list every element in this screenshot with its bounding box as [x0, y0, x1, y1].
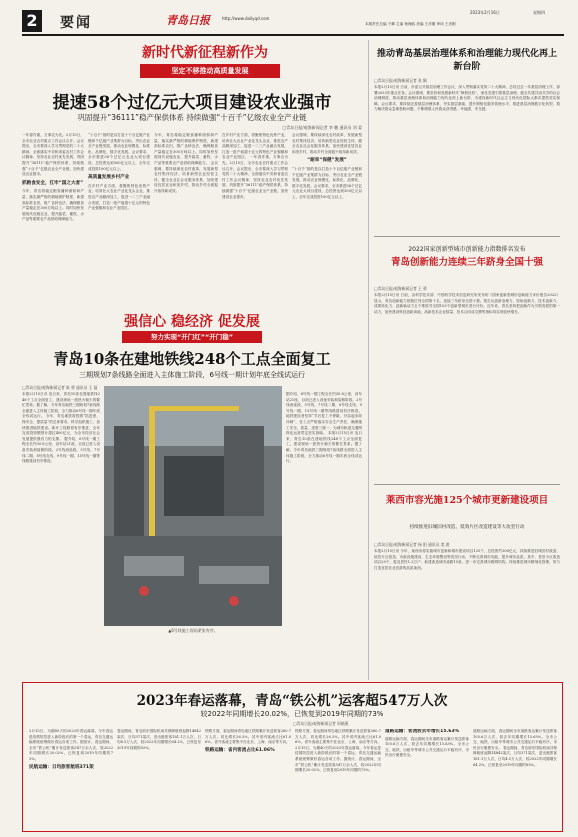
side-governance-body: 本报2月15日讯 日前，市委召开基层治理工作会议，深入贯彻落实党的二十大精神，总结过去一年基层治理工作，部署2023年重点任务。会议强调，要坚持和发展新时代“枫桥经验”，深化党建引领基层治理，健全共建共治共享的社会治理制度，推动基层治理体系和治理能力现代化再上新台阶，为建设新时代社会主义现代化国际大都市提供坚实保障。会议要求，要持续完善基层治理体系，夯实基层基础，提升网格化服务管理水平，推进基层治理数字化转型，着力解决群众急难愁盼问题，不断增强人民群众获得感、幸福感、安全感。 — [374, 85, 560, 112]
article-agri-para: “十百千”指的是以打造十个百亿级产业链和千亿级产业集群为目标，突出农业全产业链发展，推动农业规模化、标准化、品牌化、数字化发展。会议要求，全市推进58个过亿元农业大项目建设，总投资达到300亿元以上，全年完成投资100亿元以上。 — [292, 166, 362, 199]
article-spring-subheading-2: 铁路运输：省内客流占比61.06% — [205, 747, 275, 753]
side-innovation-kicker: 2022国家创新型城市创新能力指数排名发布 — [408, 246, 526, 253]
metro-photo-illustration — [104, 386, 282, 636]
article-agri-subheading-2: “耐旱“保健”发展” — [307, 158, 347, 164]
website-url: http://www.dailyqd.com — [222, 16, 270, 21]
article-spring-para: 春运期间，青岛胶东国际机场共保障航班起降14842架次，日均371架次，进出港旅客181.1万人次，日均4.5万人次，较2022年同期增长64.2%，已恢复至2019年同期的83%。 — [117, 729, 201, 750]
article-spring-col6 — [473, 729, 557, 829]
banner-title: 新时代新征程新作为 — [142, 45, 268, 61]
article-spring-col4 — [295, 729, 381, 829]
header-rule — [22, 34, 564, 36]
article-spring-byline: □青岛日报/观海新闻记者 周晓燕 — [293, 721, 349, 726]
article-agri-para: 会议强调，要持续深化农村改革，发展新型农村集体经济，培育新型农业经营主体，健全农业社会化服务体系，加快建设宜居宜业和美乡村，推动乡村全面振兴取得新成效。 — [292, 133, 362, 154]
article-metro-col1 — [22, 392, 100, 632]
side-laixi-byline: □青岛日报/观海新闻记者 杨 阳 通讯员 栾 波 — [374, 542, 450, 547]
side-governance-byline: □青岛日报/观海新闻记者 张 颖 — [374, 78, 427, 83]
side-rule — [374, 236, 560, 237]
section-title: 要闻 — [60, 15, 92, 31]
side-governance — [374, 42, 560, 232]
article-spring-subhead: 较2022年同期增长20.02%，已恢复到2019年同期的73% — [200, 710, 384, 718]
page-header — [0, 0, 578, 40]
banner-new-era — [100, 42, 310, 82]
article-spring-para: 2月15日，为期40天的2023年春运落幕。今年春运是疫情防控进入新阶段后的第一个春运，青岛交通运输系统统筹做好春运各项工作。据统计，春运期间，全市“铁公机”累计发送旅客547万余人次，较2022年同期增长20.02%，已恢复到2019年同期的73%。 — [29, 729, 113, 761]
article-agri-col1 — [22, 133, 84, 303]
article-agri-col3 — [154, 133, 218, 303]
article-spring-para: 道路运输方面，春运期间全市道路客运累计发送旅客105.6万人次，较去年同期增长15.63%。全市公交、地铁、出租车等城市公共交通运行平稳有序，市民出行便捷安全。 — [385, 736, 469, 758]
side-laixi-headline: 莱西市容光施125个城市更新建设项目 — [385, 495, 549, 506]
side-governance-headline: 推动青岛基层治理体系和治理能力现代化再上新台阶 — [376, 49, 557, 72]
side-laixi — [374, 488, 560, 678]
article-metro-col3 — [286, 392, 362, 632]
article-agri-para: 今年，青岛将稳定粮食播种面积和产量，落实最严格的耕地保护制度，新建高标准农田，推广良种良法，确保粮食产量稳定在300万吨以上。同时加快发展现代设施农业，提升蔬菜、畜牧、水产品等重要农产品供给保障能力。 — [154, 133, 218, 165]
article-spring-col1 — [29, 729, 113, 829]
side-innovation-body: 本报2月15日讯 日前，由科学技术部、中国科学技术信息研究所发布的《国家创新型城市创新能力评价报告2022》显示，青岛创新能力指数位列全国第十名，连续三年跻身全国十强。报告从创新治理力、原始创新力、技术创新力、成果转化力、创新驱动力五个维度对全国103个创新型城市进行评价。近年来，青岛坚持把创新作为引领发展的第一动力，加快建设科技创新高地，高新技术企业数量、技术合同成交额等指标均实现较快增长。 — [374, 293, 560, 314]
publish-date: 2023年2月16日 — [470, 10, 500, 15]
article-agri-para: 一年春作重，万事农为先。2月15日，全市农业农村重点工作会议召开。会议提出，全市要深入学习贯彻党的二十大精神，全面落实中央和省委农村工作会议精神，坚持农业农村优先发展，巩固提升“36111”稳产保供体系，持续做强“十百千”亿级农业全产业链，加快建设农业强市。 — [222, 155, 288, 199]
editor-line: 本版责任总编 于卿 主编 杨海鸥 美编 王彦刚 审读 王彦刚 — [365, 22, 456, 26]
article-metro-byline: □青岛日报/观海新闻记者 陈 勇 通讯员 王 磊 — [22, 385, 98, 390]
article-metro-para: 本报2月15日讯 连日来，青岛10条在建地铁线248个工点全面复工，建设现场一派热火朝天的繁忙景象。据了解，今年青岛地铁三期规划7条线路全面进入主体施工阶段，全力推动6号线一期年底全线试运行。 — [286, 431, 362, 464]
article-agri-para: “十百千”指的是以打造十个百亿级产业链和千亿级产业集群为目标，突出农业全产业链发展，推动农业规模化、标准化、品牌化、数字化发展。会议要求，全市推进58个过亿元农业大项目建设，总投资达到300亿元以上，全年完成投资100亿元以上。 — [88, 133, 150, 171]
article-agri-para: 会议强调，要持续深化农村改革，发展新型农村集体经济，培育新型农业经营主体，健全农业社会化服务体系，加快建设宜居宜业和美乡村，推动乡村全面振兴取得新成效。 — [154, 160, 218, 193]
publish-weekday: 星期四 — [533, 10, 545, 15]
article-agri-para: 一年春作重，万事农为先。2月15日，全市农业农村重点工作会议召开。会议提出，全市要深入学习贯彻党的二十大精神，全面落实中央和省委农村工作会议精神，坚持农业农村优先发展，巩固提升“36111”稳产保供体系，持续做强“十百千”亿级农业全产业链，加快建设农业强市。 — [22, 133, 84, 177]
article-spring-para: 道路运输方面，春运期间全市道路客运累计发送旅客105.6万人次，较去年同期增长15.63%。全市公交、地铁、出租车等城市公共交通运行平稳有序，市民出行便捷安全。 — [473, 729, 557, 750]
side-rule — [374, 484, 560, 485]
article-spring-col5 — [385, 729, 469, 829]
banner-subtitle: 坚定不移推动高质量发展 — [140, 64, 280, 78]
article-agri-subheading-1: 抓粮食安全，扛牢“国之大者” — [22, 180, 84, 186]
article-agri-col5 — [292, 133, 362, 303]
side-innovation — [374, 240, 560, 480]
article-spring-subheading-1: 民航运输：日均旅客航班371架 — [29, 764, 94, 770]
article-spring-festival-box — [22, 682, 563, 832]
banner-economy — [22, 305, 362, 345]
article-agri-para: 在乡村产业方面，将聚焦特色优势产业，培育壮大农业产业化龙头企业，推进农产品精深加工，促进一二三产业融合发展，打造一批产值超十亿元的特色产业强镇和农业产业园区。 — [88, 183, 150, 211]
article-metro-para: 本报2月15日讯 连日来，青岛10条在建地铁线248个工点全面复工，建设现场一派热火朝天的繁忙景象。据了解，今年青岛地铁三期规划7条线路全面进入主体施工阶段，全力推动6号线一期年底全线试运行。 — [22, 392, 100, 419]
banner-subtitle: 努力实现“开门红”“开门稳” — [122, 331, 262, 343]
article-spring-headline: 2023年春运落幕，青岛“铁公机”运客超547万人次 — [136, 693, 448, 709]
article-agri-byline: □青岛日报/观海新闻记者 李 鹏 通讯员 刘 姜 — [282, 125, 362, 130]
masthead-logo: 青岛日报 — [166, 14, 210, 27]
article-spring-para: 铁路方面，春运期间青岛地区铁路累计发送旅客260.7万人次，同比增长26.3%。其中省内客流占比61.06%，省外客流主要集中在北京、上海、南京等方向。 — [295, 729, 381, 745]
article-agri-subheading-3: 高质量发展乡村产业 — [88, 175, 130, 181]
article-agri-para: 在乡村产业方面，将聚焦特色优势产业，培育壮大农业产业化龙头企业，推进农产品精深加工，促进一二三产业融合发展，打造一批产值超十亿元的特色产业强镇和农业产业园区。 — [222, 133, 288, 160]
column-divider — [368, 40, 369, 680]
article-metro-headline: 青岛10条在建地铁线248个工点全面复工 — [53, 350, 331, 368]
side-laixi-subhead: 持续推进旧城旧村改造、低效片区改造建设等大攻坚行动 — [409, 525, 525, 530]
article-spring-para: 2月15日，为期40天的2023年春运落幕。今年春运是疫情防控进入新阶段后的第一个春运，青岛交通运输系统统筹做好春运各项工作。据统计，春运期间，全市“铁公机”累计发送旅客547万余人次，较2022年同期增长20.02%，已恢复到2019年同期的73%。 — [295, 745, 381, 773]
banner-title: 强信心 稳经济 促发展 — [124, 314, 260, 330]
side-innovation-byline: □青岛日报/观海新闻记者 王 勇 — [374, 286, 427, 291]
photo-caption: ▲6号线施工现场紧张有序。 — [104, 626, 282, 636]
article-metro-subhead: 三期规划7条线路全面进入主体施工阶段，6号线一期计划年底全线试运行 — [79, 371, 305, 379]
article-metro-para: 地铁建设者坚持“节后复工不停歇、开局起步即冲刺”，各工点严格落实安全生产责任，确保施工安全、质量、进度三统一，为城市轨道交通网络化运营奠定坚实基础。 — [286, 414, 362, 436]
article-spring-col3 — [205, 729, 291, 829]
article-metro-para: 据介绍，6号线一期工程全长约30.8公里，设车站21座，目前已进入设备安装和装修阶段。2号线西延段、5号线、7号线二期、8号线支线、9号线一期、15号线一期等线路建设有序推进。 — [22, 436, 100, 464]
article-spring-subheading-3: 道路运输：客流较去年增长15.63% — [385, 729, 460, 734]
article-agri-para: 今年，青岛将稳定粮食播种面积和产量，落实最严格的耕地保护制度，新建高标准农田，推广良种良法，确保粮食产量稳定在300万吨以上。同时加快发展现代设施农业，提升蔬菜、畜牧、水产品等重要农产品供给保障能力。 — [22, 189, 84, 222]
article-spring-para: 春运期间，青岛胶东国际机场共保障航班起降14842架次，日均371架次，进出港旅客181.1万人次，日均4.5万人次，较2022年同期增长64.2%，已恢复至2019年同期的83%。 — [473, 745, 557, 767]
article-metro-para: 据介绍，6号线一期工程全长约30.8公里，设车站21座，目前已进入设备安装和装修阶段。2号线西延段、5号线、7号线二期、8号线支线、9号线一期、15号线一期等线路建设有序推进。 — [286, 392, 362, 413]
article-agri-col4 — [222, 133, 288, 303]
article-metro-para: 今年，青岛地铁将按照“抓进度、保安全、提质量”的总体要求，科学组织施工，加快推进地铁建设。新开工线路将有序推进，全年完成投资额预计超过400亿元，为全市经济社会发展提供强有力的支撑。 — [22, 414, 100, 441]
article-agri-subhead: 巩固提升“36111”稳产保供体系 持续做强“十百千”亿级农业全产业链 — [77, 113, 307, 122]
page-number-badge: 2 — [22, 10, 42, 32]
side-laixi-body: 本报2月15日讯 今年，莱西市将实施城市更新和城市建设项目125个，总投资约300亿元，持续推进旧城旧村改造、低效片区改造、市政设施建设、生态环境整治等攻坚行动，不断完善城市功能，提升城市品质。其中，老旧小区改造项目20个，惠及居民1.2万户；新建改造城市道路15条，进一步完善城市路网结构，持续推进城市精细化管理，努力打造宜居宜业宜游的品质莱西。 — [374, 549, 560, 570]
side-innovation-headline: 青岛创新能力连续三年跻身全国十强 — [390, 257, 543, 268]
metro-construction-photo — [104, 386, 282, 636]
article-spring-para: 铁路方面，春运期间青岛地区铁路累计发送旅客260.7万人次，同比增长26.3%。其中省内客流占比61.06%，省外客流主要集中在北京、上海、南京等方向。 — [205, 729, 291, 745]
article-spring-col2 — [117, 729, 201, 829]
article-agri-col2 — [88, 133, 150, 303]
article-agri-headline: 提速58个过亿元大项目建设农业强市 — [52, 93, 332, 113]
